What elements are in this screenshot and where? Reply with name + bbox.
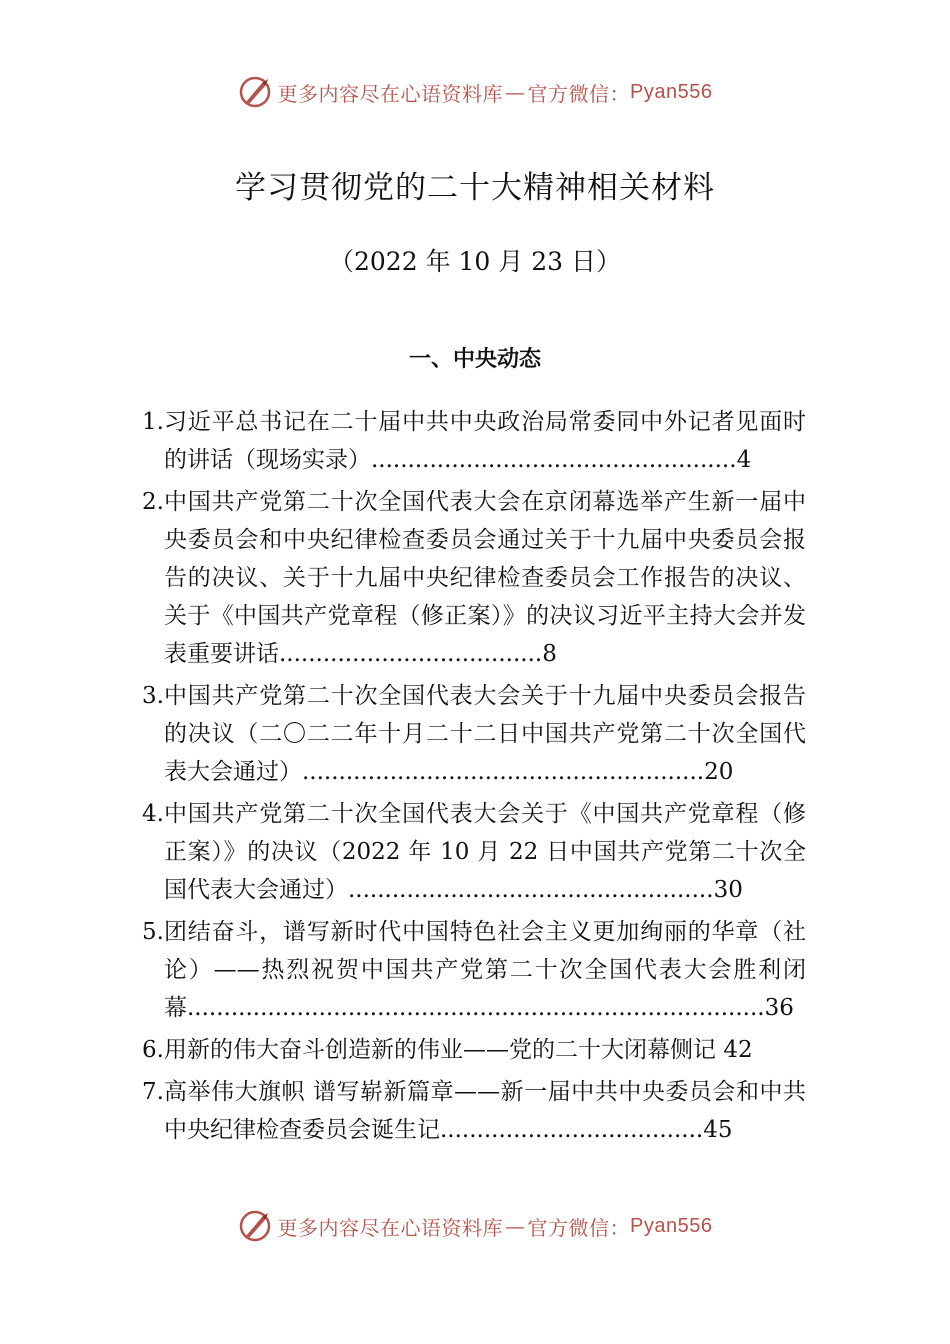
- toc-entry-1[interactable]: [0, 403, 950, 479]
- document-title: 学习贯彻党的二十大精神相关材料: [235, 170, 715, 206]
- toc-entry-title: 习近平总书记在二十届中共中央政治局常委同中外记者见面时的讲话（现场实录）: [164, 409, 806, 473]
- toc-entry-number: 3.: [142, 683, 164, 709]
- toc-entry-number: 4.: [142, 801, 164, 827]
- banner-wechat-label: 官方微信：: [527, 81, 631, 106]
- toc-entry-title: 中国共产党第二十次全国代表大会关于《中国共产党章程（修正案）》的决议（2022 年 10 月 22 日中国共产党第二十次全国代表大会通过）: [164, 801, 806, 903]
- toc-entry-leader: ....................................: [440, 1117, 704, 1143]
- toc-entry-leader: ....................................: [279, 641, 543, 667]
- toc-entry-6[interactable]: [0, 1031, 950, 1069]
- toc-entry-4[interactable]: [0, 795, 950, 909]
- section-heading: 一、中央动态: [408, 347, 541, 372]
- toc-entry-page: 20: [704, 759, 734, 785]
- toc-entry-page: 36: [764, 995, 794, 1021]
- quill-pen-logo-icon: [238, 1209, 272, 1243]
- toc-entry-number: 2.: [142, 489, 164, 515]
- toc-entry-page: 42: [723, 1037, 753, 1063]
- quill-pen-logo-icon: [238, 75, 272, 109]
- banner-wechat-id: Pyan556: [630, 1214, 713, 1237]
- toc-entry-title: 中国共产党第二十次全国代表大会在京闭幕选举产生新一届中央委员会和中央纪律检查委员会通过关于十九届中央委员会报告的决议、关于十九届中央纪律检查委员会工作报告的决议、关于《中国共产党章程（修正案）》的决议习近平主持大会并发表重要讲话: [164, 489, 806, 667]
- banner-wechat-label: 官方微信：: [527, 1215, 631, 1240]
- toc-entry-7[interactable]: [0, 1073, 950, 1149]
- footer-watermark-banner: [0, 1206, 950, 1246]
- toc-entry-title: 用新的伟大奋斗创造新的伟业——党的二十大闭幕侧记: [164, 1037, 716, 1063]
- banner-separator: —: [505, 1214, 526, 1238]
- toc-entry-title: 团结奋斗，谱写新时代中国特色社会主义更加绚丽的华章（社论）——热烈祝贺中国共产党第二十次全国代表大会胜利闭幕: [164, 919, 806, 1021]
- banner-text: 更多内容尽在心语资料库: [277, 81, 504, 106]
- banner-separator: —: [505, 80, 526, 104]
- toc-entry-page: 4: [736, 447, 752, 473]
- toc-entry-leader: ..................................................: [371, 447, 737, 473]
- toc-entry-3[interactable]: [0, 677, 950, 791]
- document-date: （2022 年 10 月 23 日）: [329, 247, 621, 276]
- toc-entry-2[interactable]: [0, 483, 950, 673]
- banner-wechat-id: Pyan556: [630, 80, 713, 103]
- toc-entry-number: 6.: [142, 1037, 164, 1063]
- toc-entry-number: 5.: [142, 919, 164, 945]
- toc-entry-number: 1.: [142, 409, 164, 435]
- toc-entry-leader: .......................................................: [302, 759, 705, 785]
- toc-entry-5[interactable]: [0, 913, 950, 1027]
- toc-entry-leader: ..................................................: [348, 877, 714, 903]
- toc-entry-title: 中国共产党第二十次全国代表大会关于十九届中央委员会报告的决议（二〇二二年十月二十二日中国共产党第二十次全国代表大会通过）: [164, 683, 806, 785]
- header-watermark-banner: [0, 72, 950, 112]
- toc-entry-page: 45: [703, 1117, 733, 1143]
- toc-entry-number: 7.: [142, 1079, 164, 1105]
- table-of-contents: [0, 403, 950, 1153]
- toc-entry-page: 30: [713, 877, 743, 903]
- banner-text: 更多内容尽在心语资料库: [277, 1215, 504, 1240]
- toc-entry-title: 高举伟大旗帜 谱写崭新篇章——新一届中共中央委员会和中共中央纪律检查委员会诞生记: [164, 1079, 806, 1143]
- toc-entry-page: 8: [542, 641, 557, 667]
- toc-entry-leader: ...............................................................................: [187, 995, 765, 1021]
